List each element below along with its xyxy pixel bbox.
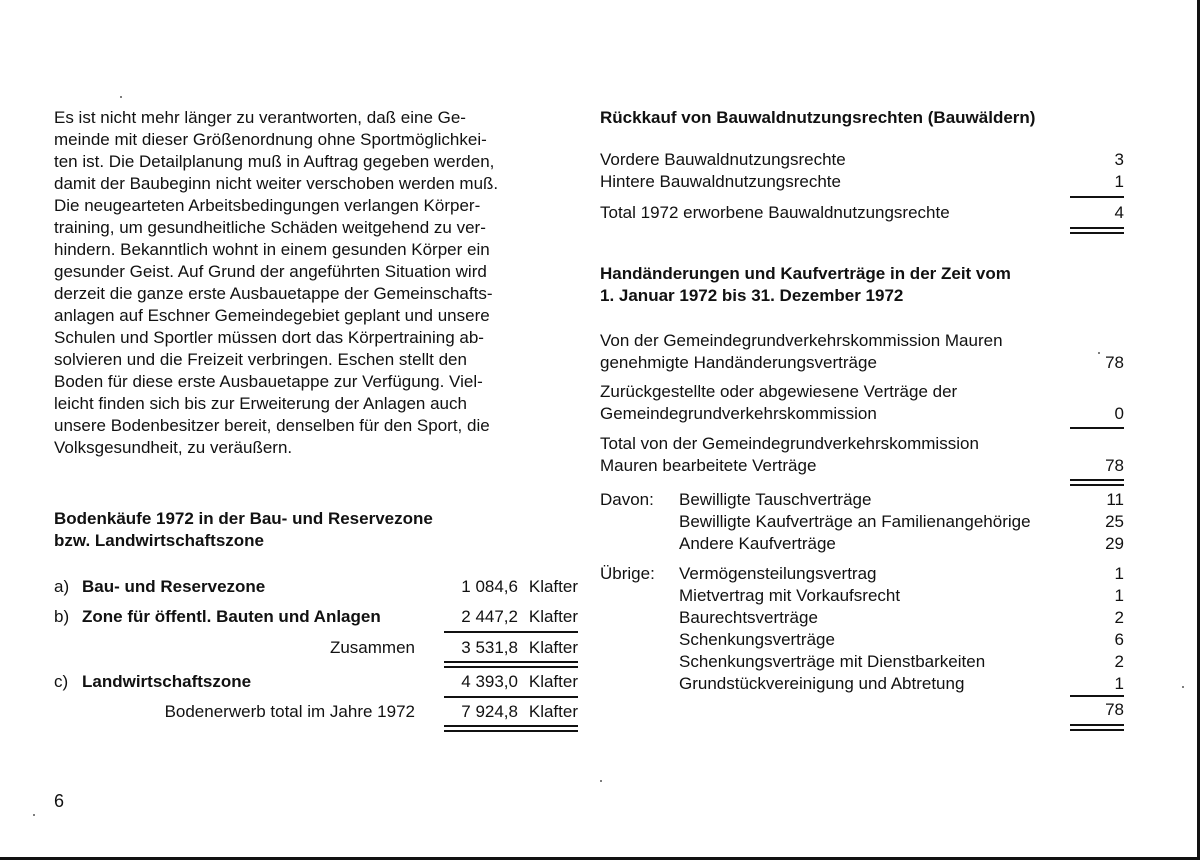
land-row-unit: Klafter — [528, 672, 578, 691]
uebrige-row-label: Mietvertrag mit Vorkaufsrecht — [679, 586, 901, 605]
land-row-unit: Klafter — [528, 577, 578, 596]
land-row-label: Zone für öffentl. Bauten und Anlagen — [82, 607, 381, 626]
approved-contracts-block — [600, 330, 1124, 374]
land-row-c — [54, 671, 578, 693]
deferred-contracts-block — [600, 381, 1124, 425]
grand-total-row — [600, 699, 1124, 721]
grand-total-rule — [1070, 695, 1124, 697]
total-processed-block — [600, 433, 1124, 477]
davon-row-value: 29 — [1105, 534, 1124, 553]
land-row-unit: Klafter — [528, 702, 578, 721]
davon-row-value: 25 — [1105, 512, 1124, 531]
buyback-row — [600, 149, 1124, 171]
davon-row — [679, 511, 1124, 533]
uebrige-row-value: 1 — [1114, 564, 1124, 583]
land-row-prefix: b) — [54, 607, 70, 626]
total-processed-double-rule — [1070, 479, 1124, 486]
paragraph-line: leicht finden sich bis zur Erweiterung der Anlagen auch — [54, 394, 467, 413]
paragraph-line: anlagen auf Eschner Gemeindegebiet geplant und unsere — [54, 306, 490, 325]
uebrige-row — [679, 607, 1124, 629]
buyback-double-rule — [1070, 227, 1124, 234]
land-row-subtotal — [54, 637, 578, 659]
land-row-label: Bau- und Reservezone — [82, 577, 266, 596]
land-heading-line-2: bzw. Landwirtschaftszone — [54, 531, 265, 550]
buyback-heading: Rückkauf von Bauwaldnutzungsrechten (Bauwäldern) — [600, 108, 1036, 127]
uebrige-row-label: Schenkungsverträge mit Dienstbarkeiten — [679, 652, 986, 671]
scan-speck — [33, 814, 35, 816]
uebrige-row-label: Schenkungsverträge — [679, 630, 835, 649]
deferred-line-2: Gemeindegrundverkehrskommission — [600, 404, 877, 423]
land-row-b — [54, 606, 578, 628]
land-purchases-section — [54, 508, 578, 721]
total-processed-line-2: Mauren bearbeitete Verträge — [600, 456, 817, 475]
total-processed-line-2-row — [600, 455, 1124, 477]
approved-line-1: Von der Gemeindegrundverkehrskommission Mauren — [600, 331, 1003, 350]
land-row-prefix: c) — [54, 672, 69, 691]
paragraph-line: Boden für diese erste Ausbauetappe zur Verfügung. Viel- — [54, 372, 483, 391]
davon-row-label: Andere Kaufverträge — [679, 534, 836, 553]
land-row-label: Bodenerwerb total im Jahre 1972 — [164, 702, 415, 721]
uebrige-row-value: 1 — [1114, 674, 1124, 693]
buyback-row-value: 3 — [1114, 150, 1124, 169]
total-processed-line-1: Total von der Gemeindegrundverkehrskommission — [600, 434, 979, 453]
changes-heading-line-2: 1. Januar 1972 bis 31. Dezember 1972 — [600, 286, 904, 305]
paragraph-line: ten ist. Die Detailplanung muß in Auftrag gegeben werden, — [54, 152, 495, 171]
davon-block — [600, 489, 1124, 555]
uebrige-row-value: 2 — [1114, 608, 1124, 627]
changes-heading-line-1: Handänderungen und Kaufverträge in der Zeit vom — [600, 264, 1011, 283]
uebrige-row-label: Grundstückvereinigung und Abtretung — [679, 674, 965, 693]
sports-paragraph — [54, 107, 578, 459]
land-row-value: 2 447,2 — [461, 607, 518, 626]
land-row-value: 1 084,6 — [461, 577, 518, 596]
uebrige-row-value: 6 — [1114, 630, 1124, 649]
grand-total-value: 78 — [1105, 700, 1124, 719]
buyback-total-row — [600, 202, 1124, 224]
subtotal-rule — [444, 631, 578, 633]
davon-row-value: 11 — [1106, 490, 1124, 509]
deferred-value: 0 — [1114, 404, 1124, 423]
subtotal-double-rule — [444, 661, 578, 668]
buyback-row-value: 4 — [1114, 203, 1124, 222]
paragraph-line: Volksgesundheit, zu veräußern. — [54, 438, 293, 457]
land-row-unit: Klafter — [528, 607, 578, 626]
paragraph-line: unsere Bodenbesitzer bereit, denselben für den Sport, die — [54, 416, 490, 435]
deferred-line-2-row — [600, 403, 1124, 425]
paragraph-line: damit der Baubeginn nicht weiter verschoben werden muß. — [54, 174, 499, 193]
paragraph-line: solvieren und die Freizeit verbringen. Eschen stellt den — [54, 350, 467, 369]
paragraph-line: Schulen und Sportler müssen dort das Körpertraining ab- — [54, 328, 484, 347]
uebrige-row — [679, 651, 1124, 673]
total-processed-value: 78 — [1105, 456, 1124, 475]
uebrige-row — [679, 563, 1124, 585]
deferred-line-1: Zurückgestellte oder abgewiesene Verträge der — [600, 382, 958, 401]
approved-line-2-row — [600, 352, 1124, 374]
paragraph-line: meinde mit dieser Größenordnung ohne Sportmöglichkei- — [54, 130, 487, 149]
buyback-row-value: 1 — [1114, 172, 1124, 191]
land-row-label: Zusammen — [329, 638, 415, 657]
land-row-total — [54, 701, 578, 723]
paragraph-line: hindern. Bekanntlich wohnt in einem gesunden Körper ein — [54, 240, 490, 259]
paragraph-line: derzeit die ganze erste Ausbauetappe der Gemeinschafts- — [54, 284, 493, 303]
paragraph-line: training, um gesundheitliche Schäden weitgehend zu ver- — [54, 218, 486, 237]
paragraph-line: gesunder Geist. Auf Grund der angeführten Situation wird — [54, 262, 487, 281]
buyback-rule — [1070, 196, 1124, 198]
total-rule — [444, 696, 578, 698]
uebrige-row-label: Baurechtsverträge — [679, 608, 818, 627]
land-row-a — [54, 576, 578, 598]
scan-speck — [1182, 686, 1184, 688]
davon-row-label: Bewilligte Kaufverträge an Familienangehörige — [679, 512, 1031, 531]
uebrige-row-value: 2 — [1114, 652, 1124, 671]
deferred-rule — [1070, 427, 1124, 429]
page-number: 6 — [54, 791, 65, 811]
left-column — [54, 107, 578, 721]
land-row-value: 4 393,0 — [461, 672, 518, 691]
land-row-label: Landwirtschaftszone — [82, 672, 252, 691]
buyback-row — [600, 171, 1124, 193]
scan-speck — [600, 780, 602, 782]
uebrige-row-value: 1 — [1114, 586, 1124, 605]
uebrige-row — [679, 673, 1124, 695]
uebrige-row — [679, 629, 1124, 651]
land-heading-line-1: Bodenkäufe 1972 in der Bau- und Reservezone — [54, 509, 433, 528]
uebrige-row-label: Vermögensteilungsvertrag — [679, 564, 877, 583]
davon-row — [679, 489, 1124, 511]
grand-total-double-rule — [1070, 724, 1124, 731]
approved-line-2: genehmigte Handänderungsverträge — [600, 353, 877, 372]
land-row-value: 3 531,8 — [461, 638, 518, 657]
total-double-rule — [444, 725, 578, 732]
buyback-row-label: Total 1972 erworbene Bauwaldnutzungsrechte — [600, 203, 950, 222]
buyback-row-label: Hintere Bauwaldnutzungsrechte — [600, 172, 841, 191]
scan-speck — [1098, 352, 1100, 354]
davon-row — [679, 533, 1124, 555]
uebrige-label: Übrige: — [600, 564, 655, 583]
land-row-value: 7 924,8 — [461, 702, 518, 721]
land-row-unit: Klafter — [528, 638, 578, 657]
uebrige-row — [679, 585, 1124, 607]
davon-label: Davon: — [600, 490, 654, 509]
buyback-row-label: Vordere Bauwaldnutzungsrechte — [600, 150, 846, 169]
approved-value: 78 — [1105, 353, 1124, 372]
paragraph-line: Es ist nicht mehr länger zu verantworten, daß eine Ge- — [54, 108, 466, 127]
land-row-prefix: a) — [54, 577, 70, 596]
right-column — [600, 107, 1124, 719]
uebrige-block — [600, 563, 1124, 695]
paragraph-line: Die neugearteten Arbeitsbedingungen verlangen Körper- — [54, 196, 481, 215]
scan-speck — [120, 96, 122, 98]
davon-row-label: Bewilligte Tauschverträge — [679, 490, 872, 509]
